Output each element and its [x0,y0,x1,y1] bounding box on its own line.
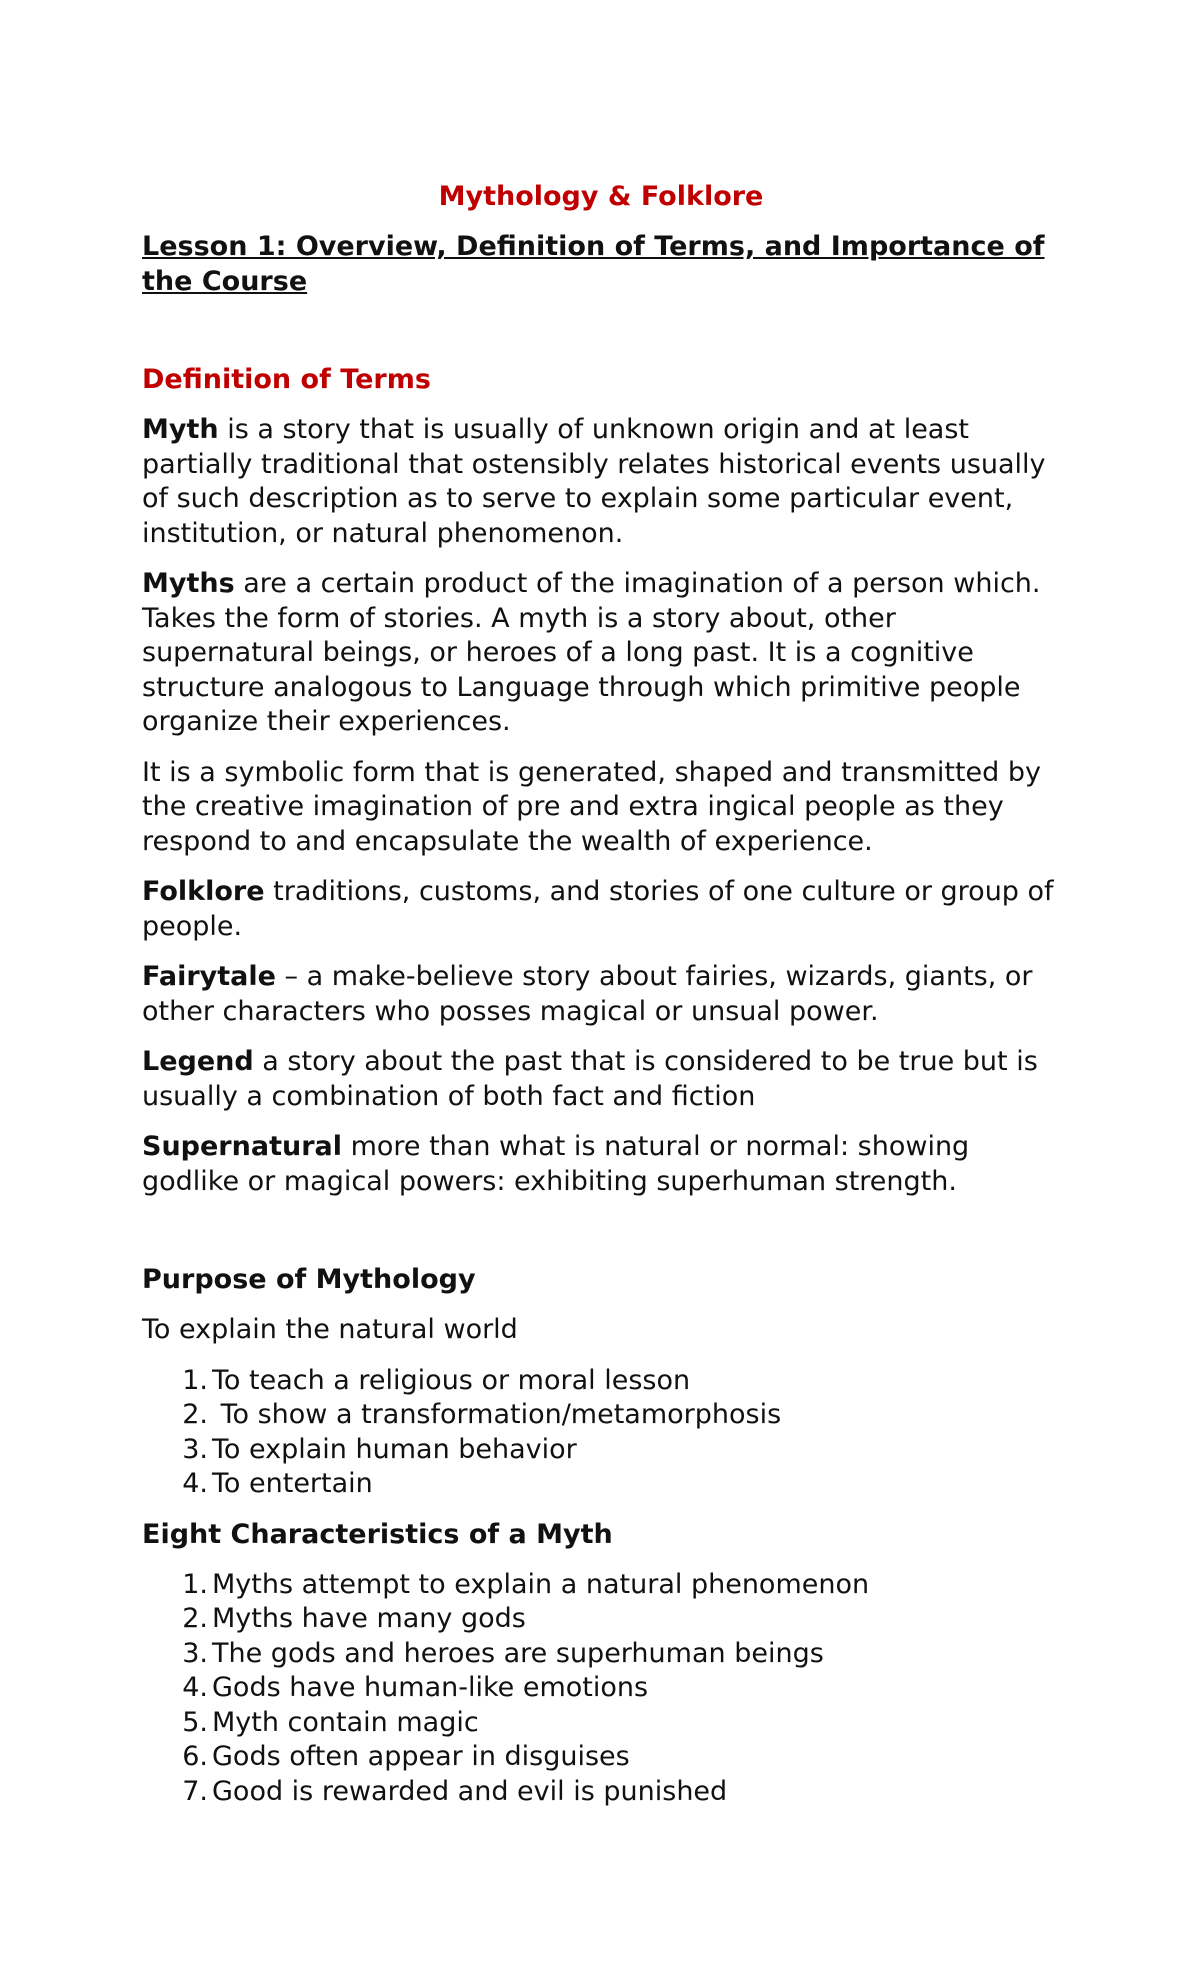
definition-paragraph [142,875,1060,944]
definition-term: Myths [142,568,235,599]
list-text: To show a transformation/metamorphosis [212,1399,782,1430]
purpose-list [142,1364,1060,1502]
definition-term: Myth [142,414,219,445]
list-number: 1. [182,1364,208,1396]
list-item [182,1671,1060,1706]
definition-text: – a make-believe story about fairies, wizards, giants, or other characters who posses magical or unsual power. [142,961,1033,1027]
purpose-heading: Purpose of Mythology [142,1264,476,1295]
definition-paragraph [142,756,1060,860]
definition-paragraph [142,567,1060,740]
list-text: To entertain [212,1468,373,1499]
definition-paragraph [142,1045,1060,1114]
definition-paragraph [142,413,1060,551]
definition-text: are a certain product of the imagination of a person which. Takes the form of stories. A myth is a story about, other supernatural beings, or heroes of a long past. It is a cognitive structure analogous to Language through which primitive people organize their experiences. [142,568,1041,737]
list-item [182,1775,1060,1810]
list-item [182,1602,1060,1637]
list-text: Gods often appear in disguises [212,1741,630,1772]
list-text: Good is rewarded and evil is punished [212,1775,728,1807]
list-item [182,1706,1060,1741]
list-item [182,1637,1060,1672]
definition-term: Supernatural [142,1131,342,1162]
definition-text: is a story that is usually of unknown origin and at least partially traditional that ostensibly relates historical events usually of such description as to serve to explain some particular event, institution, or natural phenomenon. [142,414,1046,549]
list-item [182,1467,1060,1502]
list-text: Myths have many gods [212,1603,526,1634]
list-item [182,1433,1060,1468]
list-number: 5. [182,1706,208,1738]
definition-text: traditions, customs, and stories of one culture or group of people. [142,876,1054,942]
definition-term: Legend [142,1046,254,1077]
characteristics-list [142,1568,1060,1810]
list-text: To explain human behavior [212,1433,577,1465]
definition-term: Folklore [142,876,265,907]
list-number: 2. [182,1399,208,1430]
definitions-heading: Definition of Terms [142,364,431,395]
characteristics-heading: Eight Characteristics of a Myth [142,1518,613,1550]
definition-term: Fairytale [142,961,276,992]
list-number: 6. [182,1741,208,1772]
purpose-intro: To explain the natural world [142,1314,518,1345]
list-number: 3. [182,1637,208,1669]
lesson-title: Lesson 1: Overview, Definition of Terms, and Importance of the Course [142,231,1045,297]
definition-paragraph [142,1130,1060,1199]
list-number: 1. [182,1568,208,1600]
list-item [182,1364,1060,1399]
definition-text: It is a symbolic form that is generated, shaped and transmitted by the creative imagination of pre and extra ingical people as they respond to and encapsulate the wealth of experience. [142,756,1041,857]
list-text: The gods and heroes are superhuman beings [212,1637,824,1669]
document-title: Mythology & Folklore [438,181,764,212]
list-item [182,1398,1060,1433]
list-number: 4. [182,1672,208,1703]
list-number: 4. [182,1468,208,1499]
list-text: Myth contain magic [212,1706,479,1738]
list-item [182,1568,1060,1603]
definition-text: more than what is natural or normal: showing godlike or magical powers: exhibiting superhuman strength. [142,1131,970,1197]
list-item [182,1740,1060,1775]
list-number: 7. [182,1775,208,1807]
definition-paragraph [142,960,1060,1029]
list-text: Gods have human-like emotions [212,1672,649,1703]
list-number: 3. [182,1433,208,1465]
list-text: To teach a religious or moral lesson [212,1364,691,1396]
list-number: 2. [182,1603,208,1634]
definition-text: a story about the past that is considered to be true but is usually a combination of both fact and fiction [142,1046,1038,1112]
list-text: Myths attempt to explain a natural phenomenon [212,1568,870,1600]
